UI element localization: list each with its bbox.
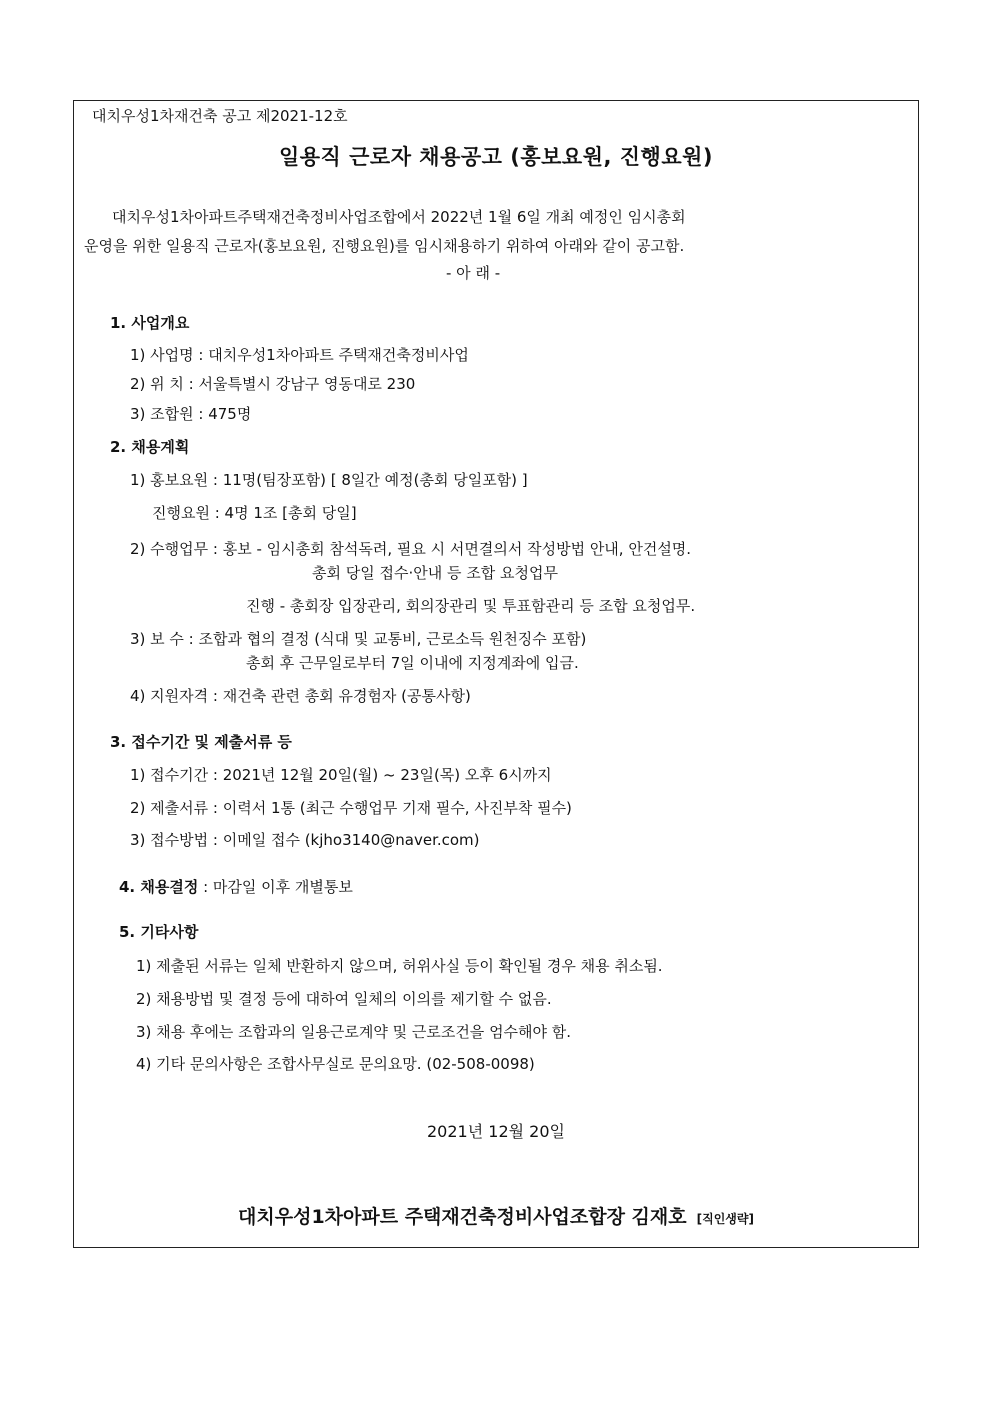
- section-1-item: 2) 위 치 : 서울특별시 강남구 영동대로 230: [130, 375, 416, 393]
- section-3-item: 3) 접수방법 : 이메일 접수 (kjho3140@naver.com): [130, 831, 480, 849]
- section-2-item: 3) 보 수 : 조합과 협의 결정 (식대 및 교통비, 근로소득 원천징수 포함): [130, 630, 587, 648]
- section-3-heading: 3. 접수기간 및 제출서류 등: [110, 733, 292, 751]
- notice-date: 2021년 12월 20일: [427, 1122, 565, 1141]
- section-3-item: 1) 접수기간 : 2021년 12월 20일(월) ~ 23일(목) 오후 6시까지: [130, 766, 552, 784]
- section-4-heading: 4. 채용결정: [119, 878, 199, 896]
- section-2-item: 진행요원 : 4명 1조 [총회 당일]: [152, 504, 357, 522]
- section-2-item: 1) 홍보요원 : 11명(팀장포함) [ 8일간 예정(총회 당일포함) ]: [130, 471, 528, 489]
- section-2-item: 2) 수행업무 : 홍보 - 임시총회 참석독려, 필요 시 서면결의서 작성방법 안내, 안건설명.: [130, 540, 692, 558]
- section-1-heading: 1. 사업개요: [110, 314, 190, 332]
- section-3-item: 2) 제출서류 : 이력서 1통 (최근 수행업무 기재 필수, 사진부착 필수): [130, 799, 572, 817]
- below-marker: - 아 래 -: [446, 264, 501, 282]
- section-1-item: 1) 사업명 : 대치우성1차아파트 주택재건축정비사업: [130, 346, 469, 364]
- section-4-text: : 마감일 이후 개별통보: [198, 878, 353, 896]
- intro-line-2: 운영을 위한 일용직 근로자(홍보요원, 진행요원)를 임시채용하기 위하여 아래와 같이 공고함.: [84, 237, 685, 255]
- section-4-line: [119, 877, 353, 897]
- section-2-heading: 2. 채용계획: [110, 438, 190, 456]
- section-2-item: 총회 후 근무일로부터 7일 이내에 지정계좌에 입금.: [246, 654, 579, 672]
- section-2-item: 진행 - 총회장 입장관리, 회의장관리 및 투표함관리 등 조합 요청업무.: [246, 597, 696, 615]
- section-1-item: 3) 조합원 : 475명: [130, 405, 252, 423]
- section-5-item: 2) 채용방법 및 결정 등에 대하여 일체의 이의를 제기할 수 없음.: [136, 990, 552, 1008]
- section-5-item: 4) 기타 문의사항은 조합사무실로 문의요망. (02-508-0098): [136, 1055, 535, 1073]
- section-2-item: 총회 당일 접수·안내 등 조합 요청업무: [312, 564, 558, 582]
- section-2-item: 4) 지원자격 : 재건축 관련 총회 유경험자 (공통사항): [130, 687, 471, 705]
- section-5-item: 1) 제출된 서류는 일체 반환하지 않으며, 허위사실 등이 확인될 경우 채용 취소됨.: [136, 957, 663, 975]
- section-5-heading: 5. 기타사항: [119, 923, 199, 941]
- seal-note: [직인생략]: [696, 1212, 754, 1226]
- signature-line: [0, 1204, 992, 1232]
- notice-reference: 대치우성1차재건축 공고 제2021-12호: [92, 107, 348, 125]
- intro-line-1: 대치우성1차아파트주택재건축정비사업조합에서 2022년 1월 6일 개최 예정인 임시총회: [112, 208, 686, 226]
- page-title: 일용직 근로자 채용공고 (홍보요원, 진행요원): [278, 145, 714, 169]
- section-5-item: 3) 채용 후에는 조합과의 일용근로계약 및 근로조건을 엄수해야 함.: [136, 1023, 572, 1041]
- signature: 대치우성1차아파트 주택재건축정비사업조합장 김재호: [238, 1206, 687, 1228]
